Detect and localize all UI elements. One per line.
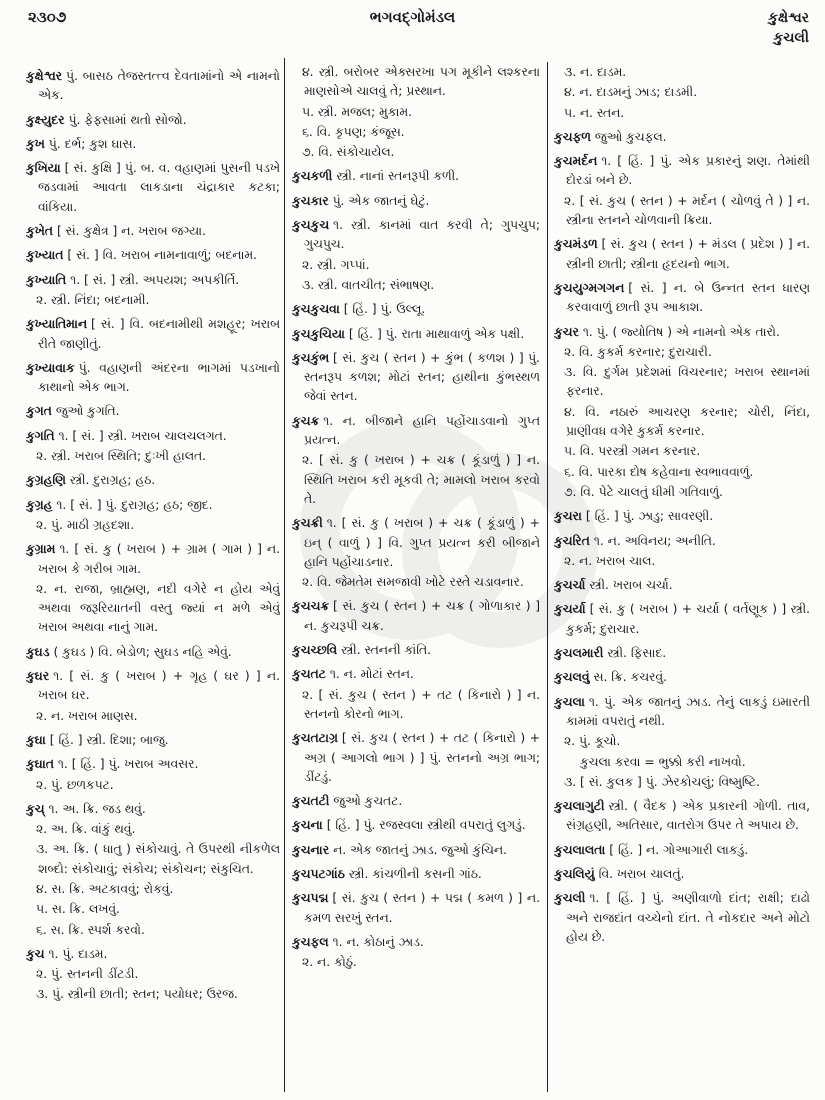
dictionary-entry — [292, 816, 540, 835]
headword: કુચલાલતા — [554, 842, 606, 857]
dictionary-entry — [554, 128, 810, 147]
sub-sense: ૩. અ. ક્રિ. ( ધાતુ ) સંકોચાવું. તે ઉપરથી નીકળેલ શબ્દો: સંકોચાવું; સંકોચ; સંકોચન; સંકુચિત. — [36, 842, 280, 876]
headword: કુચયુગ્મગગન — [554, 280, 625, 295]
dictionary-entry — [292, 729, 540, 787]
sub-sense: ૩. સ્ત્રી. વાતચીત; સંભાષણ. — [302, 277, 435, 292]
dictionary-entry — [554, 693, 810, 732]
dictionary-entry — [554, 152, 810, 191]
dictionary-entry — [292, 325, 540, 344]
page-number: ૨૩૦૭ — [28, 8, 67, 26]
headword: કુક્ષેશ્વર — [26, 69, 62, 83]
definition: [ હિં. ] સ્ત્રી. દિશા; બાજુ. — [49, 732, 169, 747]
definition: [ સં. કુક્ષેત્ર ] ન. ખરાબ જગ્યા. — [56, 224, 206, 239]
dictionary-entry — [292, 300, 540, 319]
headword: કુચરિત — [554, 533, 590, 548]
column-2 — [292, 62, 540, 1092]
sub-sense: ૨. સ્ત્રી. ખરાબ સ્થિતિ; દુઃખી હાલત. — [36, 449, 207, 464]
sub-sense: ૬. વિ. પારકા દોષ કહેવાના સ્વભાવવાળું. — [564, 464, 754, 479]
dictionary-entry — [292, 349, 540, 407]
definition: [ હિં. ] પું. ઉલ્લૂ. — [343, 302, 426, 317]
headword: કુચકુચવા — [292, 302, 340, 317]
headword: કુચલા — [554, 694, 585, 709]
sub-sense: ૫. ન. સ્તન. — [564, 105, 625, 120]
headword: કુચલવું — [554, 670, 590, 685]
definition: ૧. ન. બીજાને હાનિ પહોંચાડવાનો ગુપ્ત પ્રયત્ન. — [304, 413, 540, 448]
headword: કુઘાત — [26, 757, 54, 772]
sub-sense: ૨. અ. ક્રિ. વાંકું થવું. — [36, 822, 136, 837]
dictionary-entry — [26, 111, 280, 130]
headword: કુખ્યાતિ — [26, 272, 67, 287]
headword: કુચકુચિયા — [292, 326, 345, 341]
definition: ૧. પું. દાડમ. — [48, 946, 108, 961]
definition: ૧. [ સં. ] પું. દુરાગ્રહ; હઠ; જીદ. — [56, 497, 213, 512]
definition: સ્ત્રી. સ્તનની કાંતિ. — [341, 643, 432, 658]
book-title: ભગવદ્ગોમંડલ — [369, 8, 456, 26]
definition: જુઓ કુગતિ. — [55, 404, 120, 419]
column-divider — [547, 62, 548, 1092]
dictionary-entry — [292, 641, 540, 660]
headword: કુચ્ — [26, 801, 45, 816]
headword: કુચફલ — [292, 934, 329, 949]
definition: પું. દર્ભ; કુશ ઘાસ. — [48, 136, 137, 151]
dictionary-entry — [554, 889, 810, 947]
definition: સ્ત્રી. ( વૈદક ) એક પ્રકારની ગોળી. તાવ, સંગ્રહણી, અતિસાર, વાતરોગ ઉપર તે અપાય છે. — [566, 799, 810, 833]
dictionary-entry — [554, 507, 810, 526]
sub-sense: ૪. વિ. નઠારું આચરણ કરનાર; ચોરી, નિંદા, પ્રાણીવધ વગેરે કુકર્મ કરનાર. — [564, 404, 810, 439]
sub-sense: ૫. વિ. પરસ્ત્રી ગમન કરનાર. — [564, 444, 701, 459]
headword: કુચકુચ — [292, 218, 330, 233]
dictionary-entry — [554, 600, 810, 639]
definition: [ સં. કુચ ( સ્તન ) + મંડલ ( પ્રદેશ ) ] ન. સ્ત્રીની છાતી; સ્ત્રીના હૃદયનો ભાગ. — [566, 237, 810, 271]
definition: પું. વહાણની અંદરના ભાગમાં પડખાનો કાથાનો એક ભાગ. — [38, 360, 280, 395]
definition: ૧. ન. અવિનય; અનીતિ. — [593, 533, 716, 548]
sub-sense: ૨. ન. ખરાબ માણસ. — [36, 708, 138, 723]
definition: પું. બાસઠ તેજસ્તત્ત્વ દેવતામાંનો એ નામનો એક. — [38, 69, 280, 103]
definition: [ હિં. ] પું. રાતા માથાવાળું એક પક્ષી. — [348, 326, 525, 341]
headword: કુચતટ — [292, 667, 326, 682]
headword: કુચપટગાંઠ — [292, 866, 345, 881]
definition: [ સં. કુક્ષિ ] પું. બ. વ. વહાણમાં પુસની પડખે જડવામાં આવતા લાકડાના ચંદ્રાકાર કટકા; વાંકિયા. — [38, 161, 280, 214]
headword: કુઘા — [26, 732, 46, 747]
sub-sense: ૪. ન. દાડમનું ઝાડ; દાડમી. — [564, 85, 698, 100]
dictionary-entry — [26, 427, 280, 446]
dictionary-entry — [26, 315, 280, 354]
sub-sense: ૨. વિ. જેમતેમ સમજાવી ખોટે રસ્તે ચડાવનાર. — [302, 575, 524, 590]
headword: કુગ્રહણિ — [26, 473, 66, 488]
definition: [ હિં. ] ન. ગોઆગારી લાકડું. — [609, 842, 749, 857]
definition: [ સં. ] વિ. ખરાબ નામનાવાળું; બદનામ. — [67, 248, 257, 263]
headword: કુચક્રી — [292, 516, 323, 531]
sub-sense: ૨. [ સં. કુચ ( સ્તન ) + મર્દન ( ચોળવું તે ) ] ન. સ્ત્રીના સ્તનને ચોળવાની ક્રિયા. — [564, 193, 810, 228]
headword: કુચકુંભ — [292, 350, 330, 365]
dictionary-entry — [26, 755, 280, 774]
definition: સ્ત્રી. ફિસાદ. — [607, 646, 667, 661]
definition: ન. એક જાતનું ઝાડ. જુઓ કુંચિન. — [333, 842, 507, 857]
dictionary-entry — [292, 665, 540, 684]
definition: જુઓ કુચફલ. — [594, 129, 667, 144]
sub-sense: ૪. સ્ત્રી. બરોબર એક્સરખા પગ મૂકીને લશ્કરના માણસોએ ચાલવું તે; પ્રસ્થાન. — [302, 65, 540, 99]
sub-sense: ૩. ન. દાડમ. — [564, 65, 627, 79]
headword: કુગ્રહ — [26, 497, 53, 512]
definition: જુઓ કુચતટ. — [333, 794, 403, 809]
definition: ૧. [ હિં. ] પું. અણીવાળો દાંત; રાક્ષી; દાઢો અને રાજદાંત વચ્ચેનો દાંત. તે નોકદાર અને મોટો હોય છે. — [566, 891, 810, 944]
headword: કુચમર્દન — [554, 154, 598, 169]
dictionary-entry — [26, 402, 280, 421]
headword: કુચલાગુટી — [554, 799, 605, 814]
headword: કુક્ષ્યુદર — [26, 112, 65, 127]
dictionary-entry — [26, 222, 280, 241]
sub-sense: ૨. ન. કોઠું. — [302, 955, 357, 970]
dictionary-entry — [554, 797, 810, 836]
headword: કુચમંડળ — [554, 237, 598, 252]
column-1 — [26, 62, 280, 1092]
definition: [ સં. કુચ ( સ્તન ) + ચક્ર ( ગોળાકાર ) ] ન. કુચરૂપી ચક્ર. — [304, 599, 540, 633]
guide-word-last: કુચલી — [773, 30, 809, 46]
headword: કુઘર — [26, 669, 50, 684]
dictionary-entry — [26, 67, 280, 106]
definition: ૧. સ્ત્રી. કાનમાં વાત કરવી તે; ગુપચુપ; ગુચપુચ. — [304, 218, 540, 252]
dictionary-entry — [26, 359, 280, 398]
headword: કુખ્યાતિમાન — [26, 317, 88, 332]
sub-sense: ૫. સ્ત્રી. મજલ; મુકામ. — [302, 104, 412, 119]
definition: ૧. પું. ( જ્યોતિષ ) એ નામનો એક તારો. — [582, 324, 780, 339]
column-divider — [284, 58, 285, 1092]
dictionary-entry — [292, 192, 540, 211]
dictionary-entry — [26, 731, 280, 750]
definition: [ સં. કુચ ( સ્તન ) + પદ્મ ( કમળ ) ] ન. કમળ સરખું સ્તન. — [304, 891, 540, 925]
sub-sense: ૫. સ. ક્રિ. લખવું. — [36, 902, 120, 917]
definition: ૧. પું. એક જાતનું ઝાડ. તેનું લાકડું ઇમારતી કામમાં વપરાતું નથી. — [566, 694, 810, 728]
guide-words — [768, 8, 809, 48]
definition: સ્ત્રી. દુરાગ્રહ; હઠ. — [69, 473, 156, 488]
dictionary-entry — [292, 933, 540, 952]
headword: કુચફળ — [554, 129, 591, 144]
definition: ૧. [ હિં. ] પું. ખરાબ અવસર. — [57, 757, 199, 772]
sub-sense: ૨. વિ. કુકર્મ કરનાર; દુરાચારી. — [564, 344, 712, 359]
sub-sense: ૩. [ સં. કુલક ] પું. ઝેરકોચલું; વિષ્મુષ્ટિ. — [564, 774, 760, 789]
dictionary-entry — [554, 644, 810, 663]
headword: કુચકળી — [292, 169, 333, 184]
sub-sense: ૨. સ્ત્રી. નિંદા; બદનામી. — [36, 292, 150, 307]
headword: કુખેત — [26, 224, 53, 239]
dictionary-entry — [292, 216, 540, 255]
dictionary-entry — [292, 889, 540, 928]
dictionary-entry — [292, 514, 540, 572]
definition: ( કુઘડ ) વિ. બેડોળ; સુઘડ નહિ એવું. — [53, 644, 232, 659]
dictionary-entry — [26, 667, 280, 706]
sub-sense: ૬. સ. ક્રિ. સ્પર્શ કરવો. — [36, 922, 145, 937]
headword: કુચ — [26, 946, 45, 961]
dictionary-entry — [554, 841, 810, 860]
sub-sense: ૬. વિ. કૃપણ; કંજૂસ. — [302, 124, 405, 139]
dictionary-entry — [292, 597, 540, 636]
headword: કુચતટી — [292, 794, 330, 809]
definition: ૧. [ સં. કુ ( ખરાબ ) + ગ્રામ ( ગામ ) ] ન. ખરાબ કે ગરીબ ગામ. — [38, 542, 280, 576]
sub-sense: ૨. પું. સ્તનની ડીંટડી. — [36, 967, 139, 982]
sub-sense: ૨. [ સં. કુચ ( સ્તન ) + તટ ( કિનારો ) ] ન. સ્તનનો કોરનો ભાગ. — [302, 687, 540, 721]
dictionary-entry — [554, 576, 810, 595]
definition: ૧. [ સં. કુ ( ખરાબ ) + ગૃહ ( ઘર ) ] ન. ખરાબ ઘર. — [38, 669, 280, 703]
headword: કુચચક્ર — [292, 599, 330, 614]
dictionary-entry — [26, 540, 280, 579]
definition: ૧. ન. કોઠાનું ઝાડ. — [332, 934, 424, 949]
definition: [ સં. કુ ( ખરાબ ) + ચર્યા ( વર્તણૂક ) ] સ્ત્રી. કુકર્મ; દુરાચાર. — [566, 602, 810, 636]
dictionary-entry — [26, 271, 280, 290]
dictionary-entry — [554, 865, 810, 884]
definition: સ્ત્રી. નાનાં સ્તનરૂપી કળી. — [336, 169, 460, 184]
definition: પું. એક જાતનું ઘેટું. — [332, 193, 430, 208]
headword: કુચના — [292, 818, 323, 833]
dictionary-entry — [26, 496, 280, 515]
headword: કુચલિયું — [554, 866, 595, 881]
sub-sense: ૨. પું. છળકપટ. — [36, 777, 114, 792]
dictionary-entry — [292, 167, 540, 186]
dictionary-entry — [26, 643, 280, 662]
dictionary-entry — [554, 279, 810, 318]
sub-sense: ૨. સ્ત્રી. ગપ્પાં. — [302, 257, 370, 272]
headword: કુગત — [26, 404, 52, 419]
dictionary-entry — [26, 945, 280, 964]
definition: ૧. [ સં. ] સ્ત્રી. અપયશ; અપકીર્તિ. — [70, 272, 240, 287]
sub-sense: ૨. ન. ખરાબ ચાલ. — [564, 553, 656, 568]
dictionary-entry — [292, 792, 540, 811]
definition: સ્ત્રી. ખરાબ ચર્ચા. — [589, 578, 673, 593]
headword: કુચર્યા — [554, 602, 586, 617]
definition: ૧. [ સં. ] સ્ત્રી. ખરાબ ચાલચલગત. — [58, 428, 227, 443]
definition: [ સં. ] ન. બે ઉન્નત સ્તન ધારણ કરવાવાળું છાતી રૂપ આકાશ. — [566, 280, 810, 315]
sub-sense: ૪. સ. ક્રિ. અટકાવવું; રોકવું. — [36, 881, 174, 896]
sub-sense: ૩. વિ. દુર્ગમ પ્રદેશમાં વિચરનાર; ખરાબ સ્થાનમાં ફરનાર. — [564, 365, 810, 399]
column-3 — [554, 62, 810, 1092]
headword: કુચતટાગ્ર — [292, 731, 338, 746]
headword: કુગ્રામ — [26, 542, 56, 557]
sub-sense: ૨. પું. કૂચો. — [564, 734, 621, 749]
definition: [ સં. કુચ ( સ્તન ) + તટ ( કિનારો ) + અગ્ર ( આગલો ભાગ ) ] પું. સ્તનનો અગ્ર ભાગ; ડીંટડું. — [304, 731, 540, 784]
dictionary-entry — [26, 135, 280, 154]
headword: કુખિયા — [26, 161, 61, 176]
dictionary-entry — [292, 841, 540, 860]
sub-sense: ૭. વિ. પેટે ચાલતું ધીમી ગતિવાળું. — [564, 484, 723, 499]
dictionary-entry — [292, 412, 540, 451]
definition: [ હિં. ] પું. રજસ્વલા સ્ત્રીથી વપરાતું લુગડું. — [326, 818, 526, 833]
dictionary-entry — [26, 159, 280, 217]
headword: કુઘડ — [26, 644, 50, 659]
headword: કુચકાર — [292, 193, 329, 208]
headword: કુખ્યાત — [26, 248, 64, 263]
sub-sense: ૨. [ સં. કુ ( ખરાબ ) + ચક્ર ( કૂંડાળું ) ] ન. સ્થિતિ ખરાબ કરી મૂકવી તે; મામલો ખરાબ કરવો તે. — [302, 453, 540, 506]
definition: સ. ક્રિ. કચરવું. — [593, 670, 667, 685]
sub-sense: ૩. પું. સ્ત્રીની છાતી; સ્તન; પયોધર; ઉરજ. — [36, 987, 238, 1002]
dictionary-entry — [26, 800, 280, 819]
headword: કુચલી — [554, 891, 586, 906]
headword: કુગતિ — [26, 428, 55, 443]
dictionary-entry — [554, 532, 810, 551]
headword: કુચપદ્મ — [292, 891, 329, 906]
dictionary-entry — [292, 865, 540, 884]
dictionary-entry — [554, 323, 810, 342]
dictionary-entry — [26, 246, 280, 265]
headword: કુચનાર — [292, 842, 330, 857]
headword: કુખ્યાવાક — [26, 360, 75, 375]
headword: કુચર — [554, 324, 579, 339]
definition: પું. ફેફસામાં થતો સોજો. — [68, 112, 187, 127]
sub-sense: ૨. ન. રાજા, બ્રાહ્મણ, નદી વગેરે ન હોય એવું અથવા જરૂરિયાતની વસ્તુ જ્યાં ન મળે એવું ખરાબ અથવા નાનું ગામ. — [36, 581, 280, 635]
definition: સ્ત્રી. કાંચળીની કસની ગાંઠ. — [348, 866, 482, 881]
definition: [ સં. કુચ ( સ્તન ) + કુંભ ( કળશ ) ] પું. સ્તનરૂપ કળશ; મોટાં સ્તન; હાથીના કુંભસ્થળ જેવાં સ્તન. — [304, 350, 540, 404]
dictionary-entry — [26, 471, 280, 490]
headword: કુચલમારી — [554, 646, 604, 661]
guide-word-first: કુક્ષેશ્વર — [768, 10, 809, 26]
sub-sense: ૭. વિ. સંકોચાયેલ. — [302, 145, 395, 160]
dictionary-entry — [554, 235, 810, 274]
definition: [ સં. ] વિ. બદનામીથી મશહૂર; ખરાબ રીતે જાણીતું. — [38, 317, 280, 351]
definition: ૧. [ સં. કુ ( ખરાબ ) + ચક્ર ( કૂંડાળું ) + ઇન્ ( વાળું ) ] વિ. ગુપ્ત પ્રયત્ન કરી બીજાને હાનિ પહોંચાડનાર. — [304, 516, 540, 569]
idiom: કુચલા કરવા = ભુક્કો કરી નાખવો. — [580, 754, 746, 769]
dictionary-entry — [554, 668, 810, 687]
definition: ૧. [ હિં. ] પું. એક પ્રકારનું શણ. તેમાંથી દોરડાં બને છે. — [566, 154, 810, 188]
definition: [ હિં. ] પું. ઝાડુ; સાવરણી. — [585, 509, 714, 524]
definition: ૧. અ. ક્રિ. જડ થવું. — [48, 801, 146, 816]
headword: કુચક્ર — [292, 413, 320, 428]
headword: કુચર્ચા — [554, 578, 586, 593]
headword: કુચચ્છવિ — [292, 643, 338, 658]
headword: કુચરા — [554, 509, 582, 524]
sub-sense: ૨. પું. માઠી ગ્રહદશા. — [36, 517, 135, 532]
headword: કુખ — [26, 136, 45, 151]
definition: વિ. ખરાબ ચાલતું. — [598, 866, 685, 881]
definition: ૧. ન. મોટાં સ્તન. — [329, 667, 414, 682]
